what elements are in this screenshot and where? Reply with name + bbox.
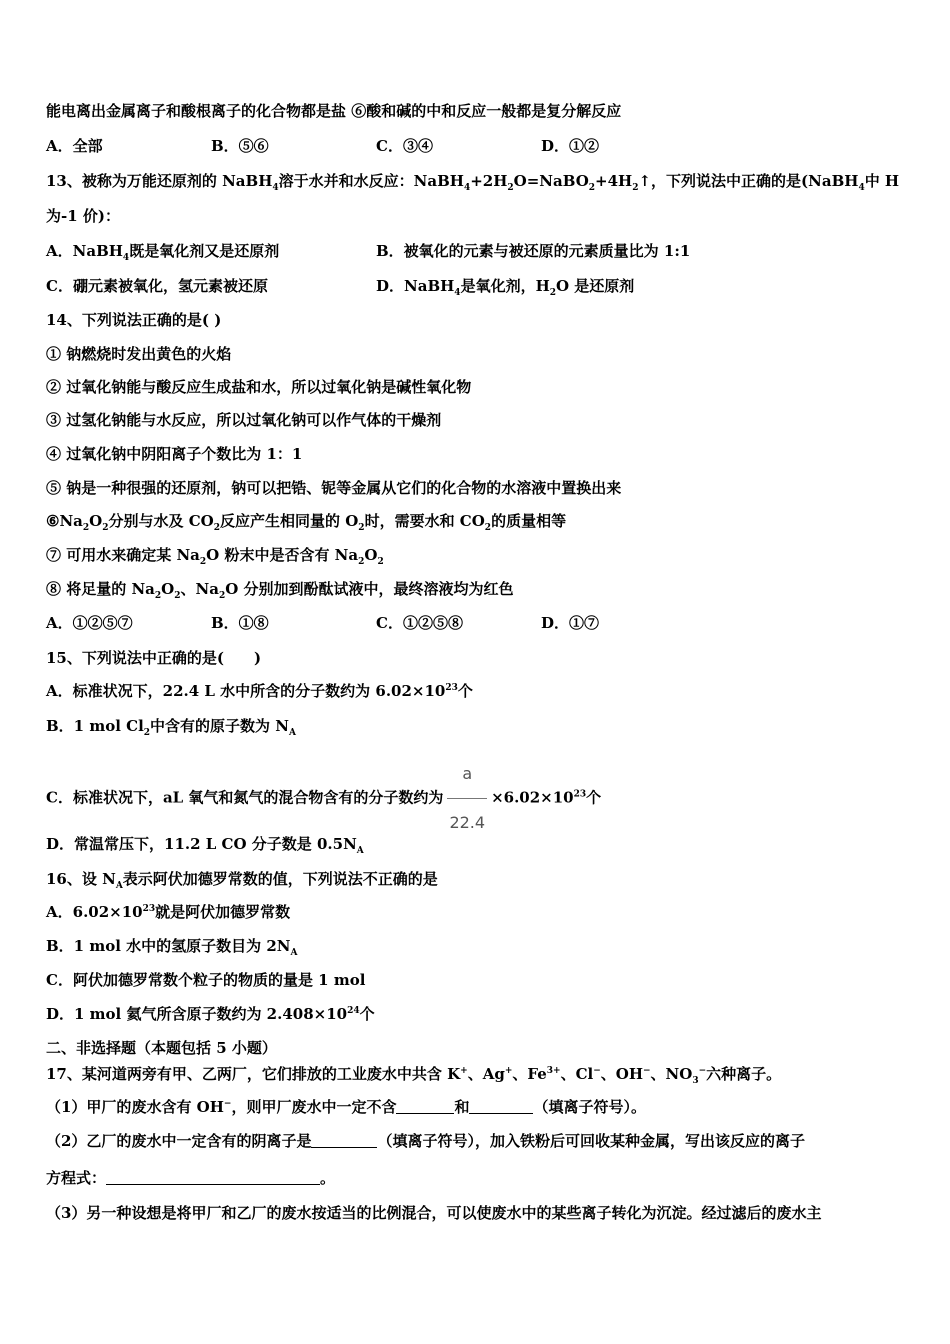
q14-options xyxy=(46,613,910,633)
q13-option-c: C．硼元素被氧化，氢元素被还原 xyxy=(46,277,268,295)
q13-option-d: D．NaBH$_4$是氧化剂，$H_2O$ 是还原剂 xyxy=(376,277,635,298)
q13-stem: 13、被称为万能还原剂的 NaBH$_4$溶于水并和水反应：$NaBH_4+2H_2O=NaBO_2+4H_2↑$，下列说法中正确的是(NaBH$_4$中 H xyxy=(46,172,900,193)
q17-part-3: （3）另一种设想是将甲厂和乙厂的废水按适当的比例混合，可以使废水中的某些离子转化为沉淀。经过滤后的废水主 xyxy=(46,1204,822,1222)
q12-options xyxy=(46,136,910,156)
q17-part-1: （1）甲厂的废水含有 OH−，则甲厂废水中一定不含 和 （填离子符号）。 xyxy=(46,1098,646,1116)
q14-option-c: C．①②⑤⑧ xyxy=(376,614,463,632)
q15-option-c: C．标准状况下，aL 氧气和氮气的混合物含有的分子数约为 $\frac{a}{22.4}$ $\times 6.02\times 10^{23}$个 xyxy=(46,752,910,845)
answer-blank-4[interactable] xyxy=(106,1170,320,1185)
q14-option-a: A．①②⑤⑦ xyxy=(46,614,133,632)
q13-options-ab xyxy=(46,241,910,261)
answer-blank-3[interactable] xyxy=(311,1133,377,1148)
q17-stem: 17、某河道两旁有甲、乙两厂，它们排放的工业废水中共含 K+、Ag+、$Fe^{3+}$、Cl−、OH−、$NO_3^-$六种离子。 xyxy=(46,1065,782,1086)
q14-statement-8: ⑧ 将足量的 $Na_2O_2$、$Na_2O$ 分别加到酚酞试液中，最终溶液均为红色 xyxy=(46,580,514,601)
q17-part-2-line2: 方程式： 。 xyxy=(46,1169,336,1187)
q12-option-b: B．⑤⑥ xyxy=(211,137,269,155)
q12-tail-text: 能电离出金属离子和酸根离子的化合物都是盐 ⑥酸和碱的中和反应一般都是复分解反应 xyxy=(46,102,622,120)
q14-statement-5: ⑤ 钠是一种很强的还原剂，钠可以把锆、铌等金属从它们的化合物的水溶液中置换出来 xyxy=(46,479,622,497)
q14-statement-6: $⑥Na_2O_2$分别与水及 $CO_2$反应产生相同量的 $O_2$时，需要水和 $CO_2$的质量相等 xyxy=(46,512,567,533)
q12-option-c: C．③④ xyxy=(376,137,433,155)
q16-option-a: A．$6.02\times 10^{23}$就是阿伏加德罗常数 xyxy=(46,903,291,921)
q14-statement-7: ⑦ 可用水来确定某 $Na_2O$ 粉末中是否含有 $Na_2O_2$ xyxy=(46,546,384,567)
answer-blank-2[interactable] xyxy=(469,1099,533,1114)
q12-option-a: A．全部 xyxy=(46,137,103,155)
q15-option-d: D．常温常压下，11.2 L CO 分子数是 $0.5N_A$ xyxy=(46,835,364,856)
fraction-a-over-22-4: $\frac{a}{22.4}$ xyxy=(447,752,487,845)
q15-stem: 15、下列说法中正确的是( ) xyxy=(46,649,262,667)
q14-statement-4: ④ 过氧化钠中阴阳离子个数比为 1：1 xyxy=(46,445,303,463)
q14-option-d: D．①⑦ xyxy=(541,614,600,632)
q14-statement-1: ① 钠燃烧时发出黄色的火焰 xyxy=(46,345,232,363)
q12-option-d: D．①② xyxy=(541,137,600,155)
q14-option-b: B．①⑧ xyxy=(211,614,269,632)
q15-option-a: A．标准状况下，22.4 L 水中所含的分子数约为 $6.02\times 10^{23}$个 xyxy=(46,682,473,700)
q13-options-cd xyxy=(46,276,910,296)
q14-stem: 14、下列说法正确的是( ) xyxy=(46,311,222,329)
q16-stem: 16、设 $N_A$表示阿伏加德罗常数的值，下列说法不正确的是 xyxy=(46,870,438,891)
q16-option-b: B．1 mol 水中的氢原子数目为 $2N_A$ xyxy=(46,937,298,958)
q16-option-d: D．1 mol 氦气所含原子数约为 $2.408\times 10^{24}$个 xyxy=(46,1005,375,1023)
answer-blank-1[interactable] xyxy=(396,1099,454,1114)
q14-statement-3: ③ 过氢化钠能与水反应，所以过氧化钠可以作气体的干燥剂 xyxy=(46,411,442,429)
q13-option-b: B．被氧化的元素与被还原的元素质量比为 1:1 xyxy=(376,242,691,260)
q15-option-b: B．1 mol $Cl_2$中含有的原子数为 $N_A$ xyxy=(46,717,296,738)
q17-part-2: （2）乙厂的废水中一定含有的阴离子是 （填离子符号），加入铁粉后可回收某种金属，写出该反应的离子 xyxy=(46,1132,805,1150)
q16-option-c: C．阿伏加德罗常数个粒子的物质的量是 1 mol xyxy=(46,971,366,989)
section-2-heading: 二、非选择题（本题包括 5 小题） xyxy=(46,1039,277,1057)
q14-statement-2: ② 过氧化钠能与酸反应生成盐和水，所以过氧化钠是碱性氧化物 xyxy=(46,378,472,396)
q13-option-a: A．NaBH$_4$既是氧化剂又是还原剂 xyxy=(46,242,280,263)
q13-stem-line2: 为-1 价)： xyxy=(46,207,120,225)
